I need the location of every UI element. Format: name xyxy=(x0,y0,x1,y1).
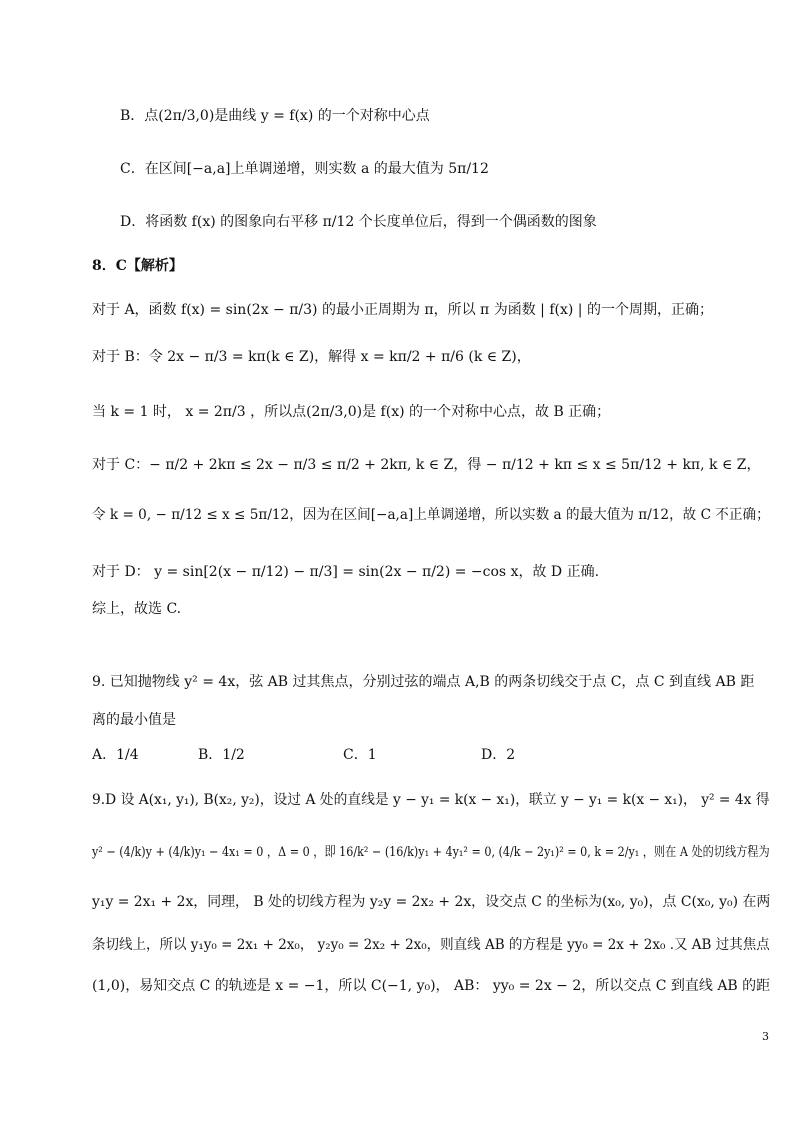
answer-8-conclusion: 综上，故选 C. xyxy=(92,601,182,617)
option-7d: D．将函数 f(x) 的图象向右平移 π/12 个长度单位后，得到一个偶函数的图象 xyxy=(120,214,597,230)
answer-9-line: (1,0)，易知交点 C 的轨迹是 x = −1，所以 C(−1, y₀)， AB： yy₀ = 2x − 2，所以交点 C 到直线 AB 的距 xyxy=(92,978,771,994)
answer-8-line: 当 k = 1 时， x = 2π/3 ，所以点(2π/3,0)是 f(x) 的一个对称中心点，故 B 正确； xyxy=(92,404,611,420)
answer-9-line: y² − (4/k)y + (4/k)y₁ − 4x₁ = 0 ，Δ = 0 ，即 16/k² − (16/k)y₁ + 4y₁² = 0, (4/k − 2y₁)² = 0, k = 2/y₁ ，则在 A 处的切线方程为 xyxy=(92,845,770,860)
question-9-option-c: C．1 xyxy=(343,747,377,763)
answer-8-header: 8．C【解析】 xyxy=(92,258,183,274)
answer-8-line: 令 k = 0, − π/12 ≤ x ≤ 5π/12，因为在区间[−a,a]上单调递增，所以实数 a 的最大值为 π/12，故 C 不正确； xyxy=(92,507,770,523)
answer-9-line: y₁y = 2x₁ + 2x，同理， B 处的切线方程为 y₂y = 2x₂ + 2x，设交点 C 的坐标为(x₀, y₀)，点 C(x₀, y₀) 在两 xyxy=(92,894,771,910)
option-7c: C．在区间[−a,a]上单调递增，则实数 a 的最大值为 5π/12 xyxy=(120,161,489,177)
question-9-option-b: B．1/2 xyxy=(198,747,245,763)
answer-9-line: 条切线上，所以 y₁y₀ = 2x₁ + 2x₀， y₂y₀ = 2x₂ + 2x₀，则直线 AB 的方程是 yy₀ = 2x + 2x₀ .又 AB 过其焦点 xyxy=(92,937,770,953)
answer-9-line: 9.D 设 A(x₁, y₁), B(x₂, y₂)，设过 A 处的直线是 y − y₁ = k(x − x₁)，联立 y − y₁ = k(x − x₁)， y² = 4x 得 xyxy=(92,792,770,808)
answer-8-line: 对于 B：令 2x − π/3 = kπ(k ∈ Z)，解得 x = kπ/2 + π/6 (k ∈ Z)， xyxy=(92,349,531,365)
question-9-stem: 离的最小值是 xyxy=(92,712,176,728)
question-9-option-d: D．2 xyxy=(481,747,516,763)
answer-8-line: 对于 A，函数 f(x) = sin(2x − π/3) 的最小正周期为 π，所以 π 为函数 | f(x) | 的一个周期，正确； xyxy=(92,302,713,318)
option-7b: B．点(2π/3,0)是曲线 y = f(x) 的一个对称中心点 xyxy=(120,108,430,124)
question-9-option-a: A．1/4 xyxy=(92,747,139,763)
question-9-stem: 9. 已知抛物线 y² = 4x，弦 AB 过其焦点，分别过弦的端点 A,B 的两条切线交于点 C，点 C 到直线 AB 距 xyxy=(92,674,755,690)
answer-8-line: 对于 D： y = sin[2(x − π/12) − π/3] = sin(2x − π/2) = −cos x，故 D 正确. xyxy=(92,564,600,580)
answer-8-line: 对于 C：− π/2 + 2kπ ≤ 2x − π/3 ≤ π/2 + 2kπ, k ∈ Z，得 − π/12 + kπ ≤ x ≤ 5π/12 + kπ, k ∈ Z， xyxy=(92,457,761,473)
page-number: 3 xyxy=(762,1030,769,1043)
